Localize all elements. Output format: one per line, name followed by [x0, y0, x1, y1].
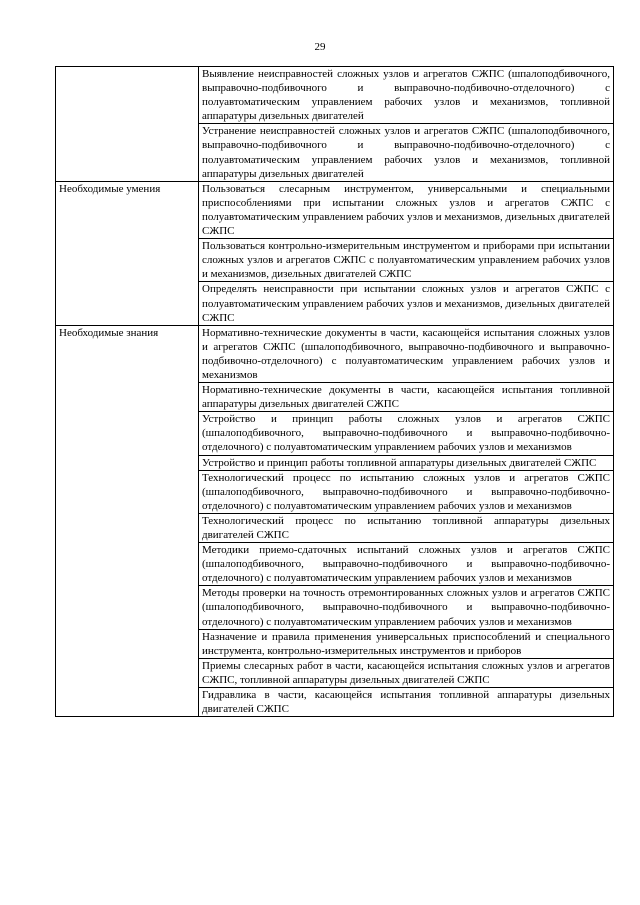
row-label-knowledge: Необходимые знания: [56, 325, 199, 717]
row-text: Пользоваться слесарным инструментом, универсальными и специальными приспособлениями при испытании сложных узлов и агрегатов СЖПС с полуавтоматическим управлением рабочих узлов и механизмов, дизельных двигателей СЖПС: [199, 181, 614, 238]
row-text: Методики приемо-сдаточных испытаний сложных узлов и агрегатов СЖПС (шпалоподбивочного, выправочно-подбивочного и выправочно-подбивочно-отделочного) с полуавтоматическим управлением рабочих узлов и механизмов: [199, 543, 614, 586]
row-text: Устранение неисправностей сложных узлов и агрегатов СЖПС (шпалоподбивочного, выправочно-подбивочного и выправочно-подбивочно-отделочного) с полуавтоматическим управлением рабочих узлов и механизмов, топливной аппаратуры дизельных двигателей: [199, 124, 614, 181]
row-text: Нормативно-технические документы в части, касающейся испытания топливной аппаратуры дизельных двигателей СЖПС: [199, 383, 614, 412]
competency-table: [55, 66, 614, 717]
table-row: [56, 181, 614, 238]
table-row: [56, 325, 614, 382]
row-text: Устройство и принцип работы топливной аппаратуры дизельных двигателей СЖПС: [199, 455, 614, 470]
page-number: 29: [314, 41, 326, 53]
row-text: Гидравлика в части, касающейся испытания топливной аппаратуры дизельных двигателей СЖПС: [199, 688, 614, 717]
row-text: Методы проверки на точность отремонтированных сложных узлов и агрегатов СЖПС (шпалоподбивочного, выправочно-подбивочного и выправочно-подбивочно-отделочного) с полуавтоматическим управлением рабочих узлов и механизмов: [199, 586, 614, 629]
row-text: Назначение и правила применения универсальных приспособлений и специального инструмента, контрольно-измерительных инструментов и приборов: [199, 629, 614, 658]
row-label-skills: Необходимые умения: [56, 181, 199, 325]
row-text: Нормативно-технические документы в части, касающейся испытания сложных узлов и агрегатов СЖПС (шпалоподбивочного, выправочно-подбивочного и выправочно-подбивочно-отделочного) с полуавтоматическим управлением рабочих узлов и механизмов: [199, 325, 614, 382]
row-text: Технологический процесс по испытанию топливной аппаратуры дизельных двигателей СЖПС: [199, 513, 614, 542]
row-text: Определять неисправности при испытании сложных узлов и агрегатов СЖПС с полуавтоматическим управлением рабочих узлов и механизмов, дизельных двигателей СЖПС: [199, 282, 614, 325]
row-label: [56, 67, 199, 182]
row-text: Технологический процесс по испытанию сложных узлов и агрегатов СЖПС (шпалоподбивочного, выправочно-подбивочного и выправочно-подбивочно-отделочного) с полуавтоматическим управлением рабочих узлов и механизмов: [199, 470, 614, 513]
row-text: Приемы слесарных работ в части, касающейся испытания сложных узлов и агрегатов СЖПС, топливной аппаратуры дизельных двигателей СЖПС: [199, 658, 614, 687]
row-text: Пользоваться контрольно-измерительным инструментом и приборами при испытании сложных узлов и агрегатов СЖПС с полуавтоматическим управлением рабочих узлов и механизмов, дизельных двигателей СЖПС: [199, 239, 614, 282]
table-row: [56, 67, 614, 124]
row-text: Устройство и принцип работы сложных узлов и агрегатов СЖПС (шпалоподбивочного, выправочно-подбивочного и выправочно-подбивочно-отделочного) с полуавтоматическим управлением рабочих узлов и механизмов: [199, 412, 614, 455]
row-text: Выявление неисправностей сложных узлов и агрегатов СЖПС (шпалоподбивочного, выправочно-подбивочного и выправочно-подбивочно-отделочного) с полуавтоматическим управлением рабочих узлов и механизмов, топливной аппаратуры дизельных двигателей: [199, 67, 614, 124]
